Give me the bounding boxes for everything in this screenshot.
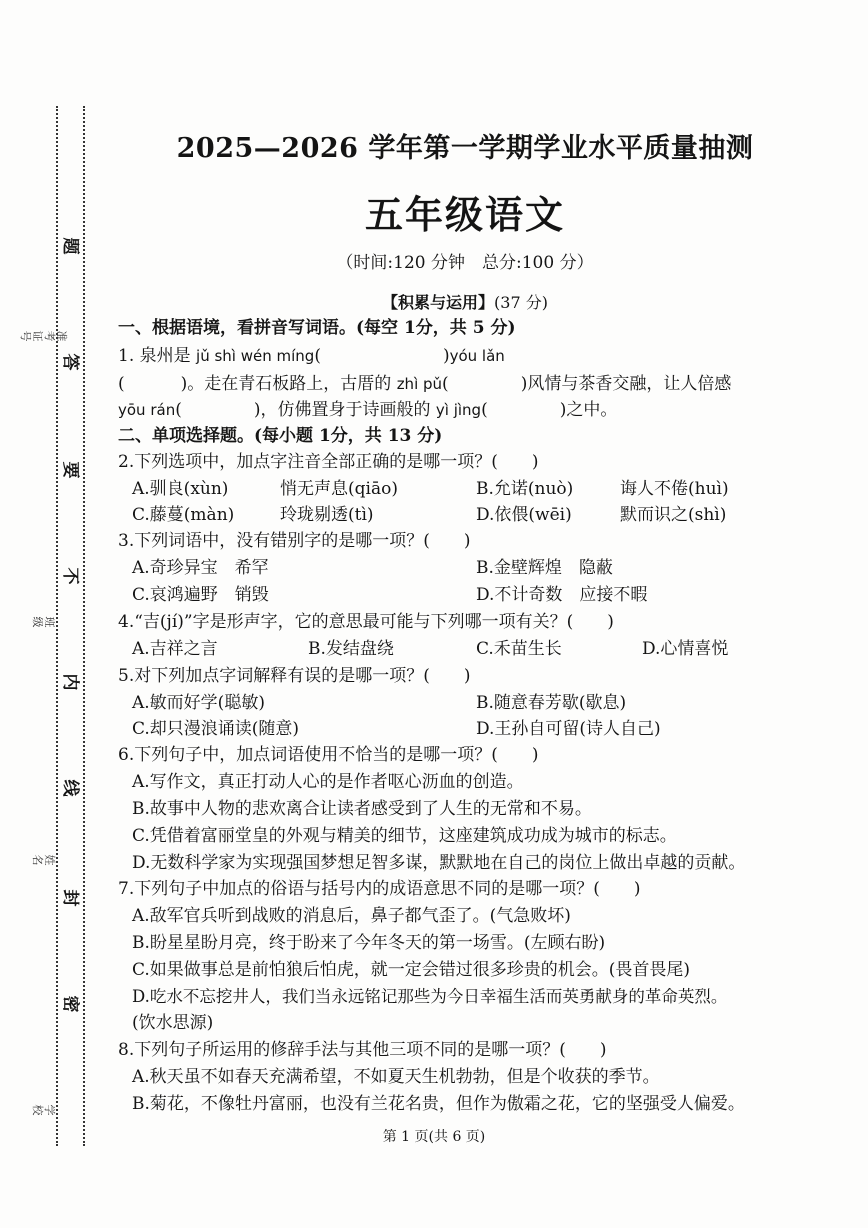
part-heading: 二、单项选择题。(每小题 1分，共 13 分) (118, 426, 443, 446)
option-c[interactable]: C.哀鸿遍野 销毁 (132, 585, 269, 605)
option-a[interactable]: A.写作文，真正打动人心的是作者呕心沥血的创造。 (132, 772, 524, 792)
option-b[interactable]: B.盼星星盼月亮，终于盼来了今年冬天的第一场雪。(左顾右盼) (132, 933, 606, 953)
option-b[interactable]: B.随意春芳歇(歇息) (476, 693, 627, 713)
option-a[interactable]: A.秋天虽不如春天充满希望，不如夏天生机勃勃，但是个收获的季节。 (132, 1067, 660, 1087)
question-stem: 4.“吉(jí)”字是形声字，它的意思最可能与下列哪一项有关？( ) (118, 612, 614, 632)
seal-char: 答 (60, 353, 80, 371)
margin-label-id: 准考证号 (19, 330, 68, 342)
seal-char: 密 (60, 995, 80, 1013)
option-d[interactable]: D.心情喜悦 (642, 639, 729, 659)
question-stem: 3.下列词语中，没有错别字的是哪一项？( ) (118, 531, 471, 551)
question-stem: 5.对下列加点字词解释有误的是哪一项？( ) (118, 666, 471, 686)
page-number: 第 1 页(共 6 页) (382, 1129, 486, 1145)
option-c[interactable]: C.如果做事总是前怕狼后怕虎，就一定会错过很多珍贵的机会。(畏首畏尾) (132, 960, 691, 980)
binding-dotted-line (83, 106, 85, 1146)
section-heading (120, 290, 810, 313)
seal-char: 线 (60, 779, 80, 797)
seal-char: 题 (60, 237, 80, 255)
question-stem: 8.下列句子所运用的修辞手法与其他三项不同的是哪一项？( ) (118, 1040, 607, 1060)
question-line: ( )。走在青石板路上，古厝的 zhì pǔ( )风情与茶香交融，让人倍感 (118, 374, 732, 394)
option-a[interactable]: A.吉祥之言 (132, 639, 218, 659)
option-c[interactable]: C.凭借着富丽堂皇的外观与精美的细节，这座建筑成功成为城市的标志。 (132, 826, 677, 846)
option-d[interactable]: D.吃水不忘挖井人，我们当永远铭记那些为今日幸福生活而英勇献身的革命英烈。 (132, 987, 728, 1006)
option-d: 默而识之(shì) (620, 505, 727, 525)
option-b: 诲人不倦(huì) (620, 479, 729, 499)
subject-title: 五年级语文 (364, 192, 565, 237)
pinyin: zhì pǔ (396, 375, 443, 393)
part-heading: 一、根据语境，看拼音写词语。(每空 1分，共 5 分) (118, 318, 516, 338)
option-d[interactable]: D.不计奇数 应接不暇 (476, 585, 648, 605)
pinyin: yì jìng (435, 401, 482, 419)
margin-label-school: 学校 (31, 1104, 56, 1116)
pinyin: yóu lǎn (449, 347, 505, 365)
seal-char: 要 (60, 461, 80, 479)
seal-char: 封 (60, 889, 80, 907)
option-d-continued: (饮水思源) (132, 1013, 214, 1033)
option-a: 悄无声息(qiāo) (280, 479, 398, 499)
option-b[interactable]: B.发结盘绕 (308, 639, 394, 659)
option-c[interactable]: C.禾苗生长 (476, 639, 562, 659)
question-stem: 7.下列句子中加点的俗语与括号内的成语意思不同的是哪一项？( ) (118, 879, 641, 899)
option-b[interactable]: B.金壁辉煌 隐蔽 (476, 558, 613, 578)
question-stem: 2.下列选项中，加点字注音全部正确的是哪一项？( ) (118, 452, 539, 472)
option-a[interactable]: A.奇珍异宝 希罕 (132, 558, 269, 578)
pinyin: yōu rán (118, 401, 176, 419)
option-d[interactable]: D.无数科学家为实现强国梦想足智多谋，默默地在自己的岗位上做出卓越的贡献。 (132, 853, 746, 873)
section-name: 【积累与运用】 (382, 293, 495, 312)
margin-label-name: 姓名 (31, 854, 56, 866)
option-b[interactable]: B.故事中人物的悲欢离合让读者感受到了人生的无常和不易。 (132, 799, 592, 819)
question-stem: 6.下列句子中，加点词语使用不恰当的是哪一项？( ) (118, 745, 539, 765)
question-line: yōu rán( )，仿佛置身于诗画般的 yì jìng( )之中。 (118, 400, 618, 420)
option-a[interactable]: A.敏而好学(聪敏) (132, 693, 265, 713)
option-b[interactable]: B.菊花，不像牡丹富丽，也没有兰花名贵，但作为傲霜之花，它的坚强受人偏爱。 (132, 1094, 745, 1114)
option-c[interactable]: C.藤蔓(màn) (132, 505, 235, 525)
option-c[interactable]: C.却只漫浪诵读(随意) (132, 719, 300, 739)
option-d[interactable]: D.王孙自可留(诗人自己) (476, 719, 661, 739)
exam-info: （时间:120 分钟 总分:100 分） (336, 253, 594, 273)
option-a[interactable]: A.敌军官兵听到战败的消息后，鼻子都气歪了。(气急败坏) (132, 906, 571, 926)
option-a[interactable]: A.驯良(xùn) (132, 479, 229, 499)
seal-char: 内 (60, 673, 80, 691)
option-d[interactable]: D.依偎(wēi) (476, 505, 572, 525)
section-score: (37 分) (494, 293, 548, 312)
seal-char: 不 (60, 567, 80, 585)
binding-dotted-line (56, 106, 58, 1146)
exam-title: 2025—2026 学年第一学期学业水平质量抽测 (176, 133, 754, 164)
margin-label-class: 班级 (31, 616, 56, 628)
option-c: 玲珑剔透(tì) (280, 505, 374, 525)
pinyin: jǔ shì wén míng (196, 347, 315, 365)
option-b[interactable]: B.允诺(nuò) (476, 479, 574, 499)
question-line: 1. 泉州是 jǔ shì wén míng( )yóu lǎn (118, 346, 505, 366)
